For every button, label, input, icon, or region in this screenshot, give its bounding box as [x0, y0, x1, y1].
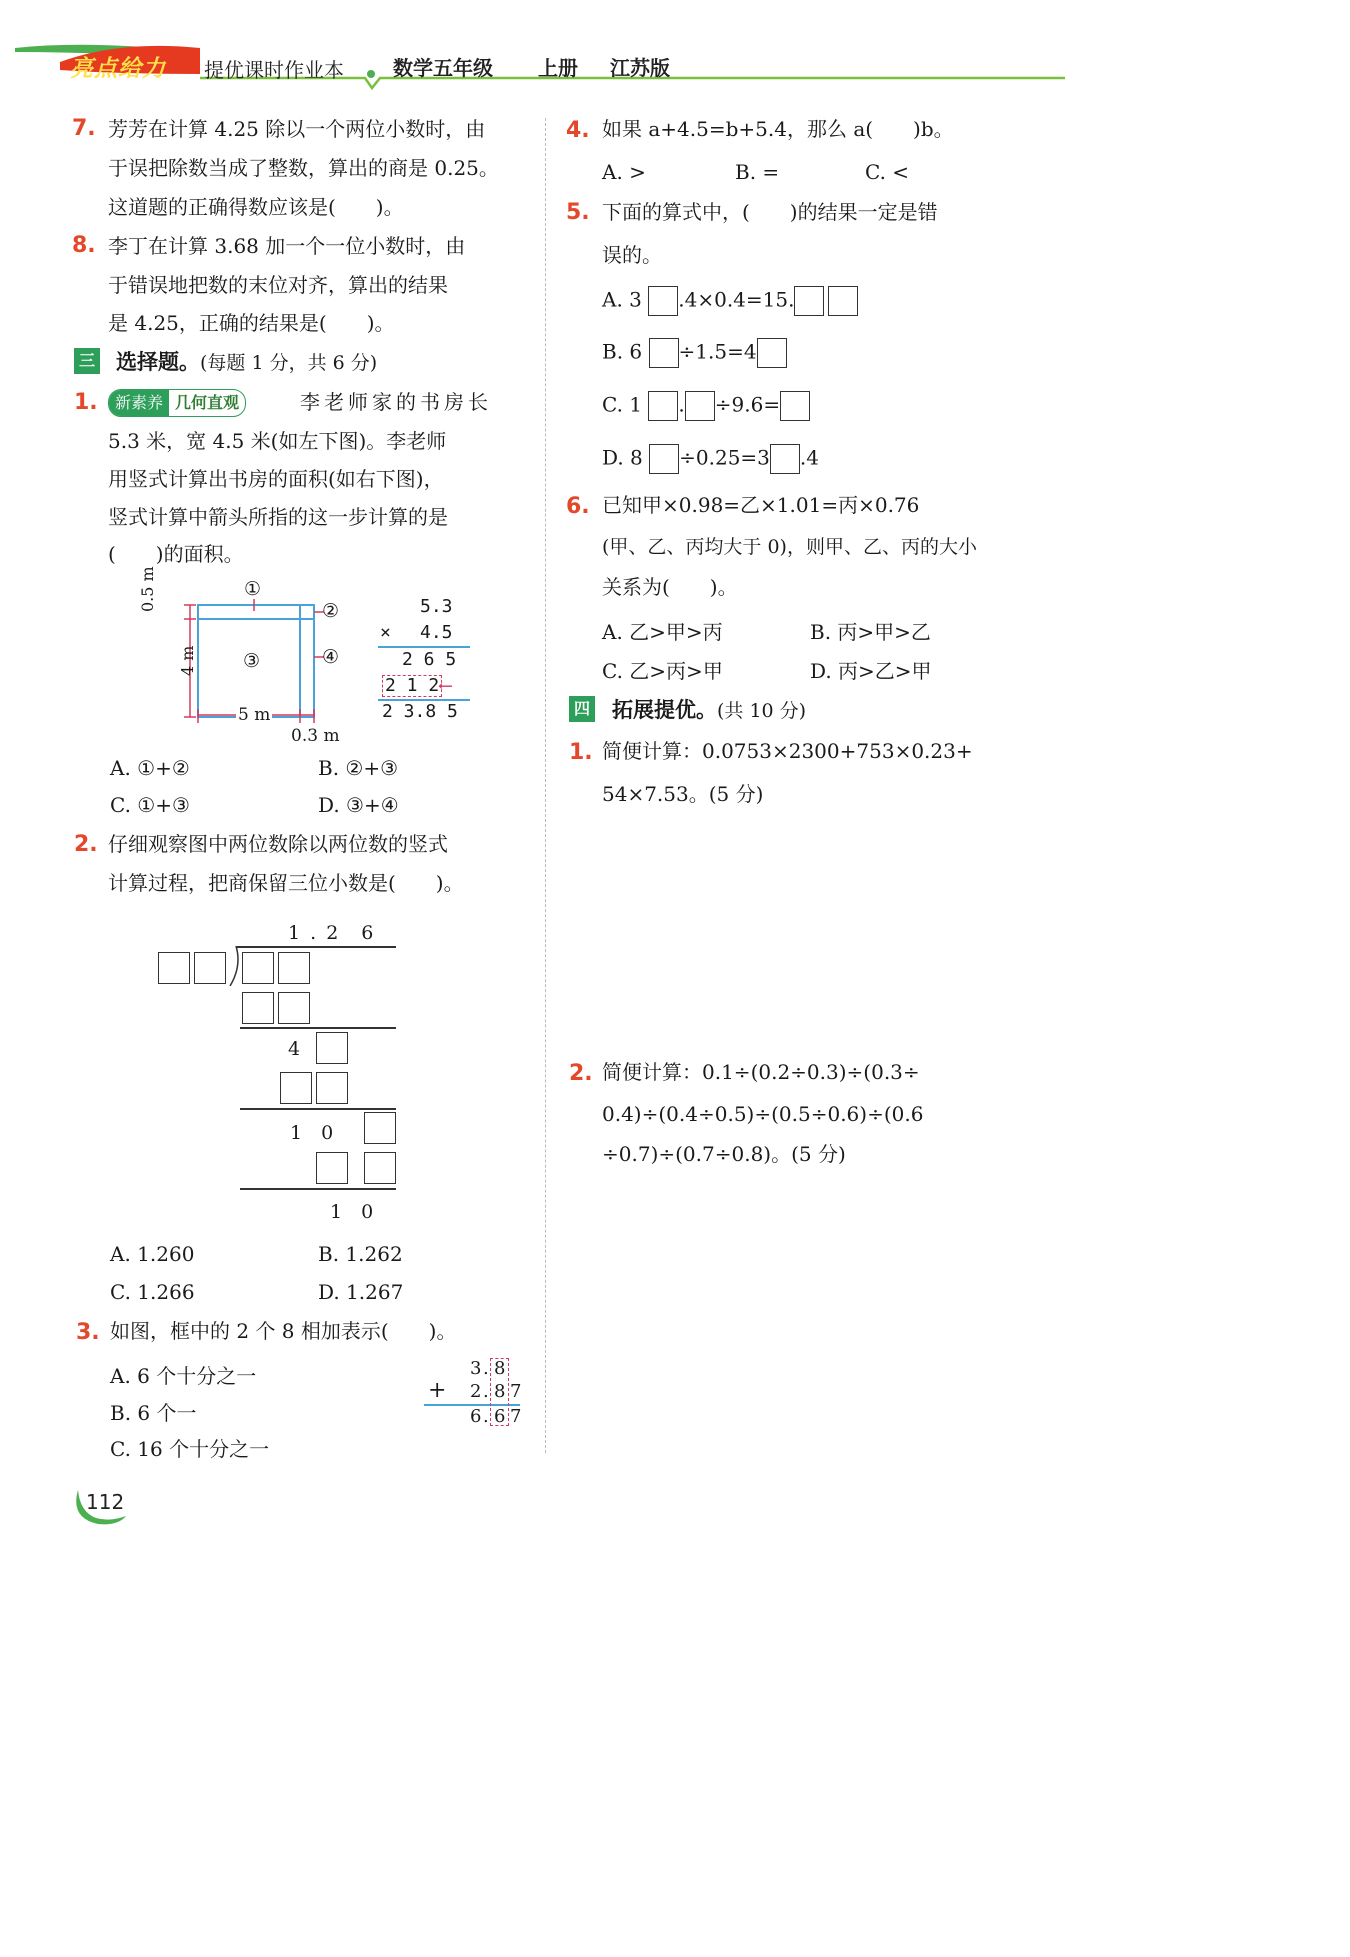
question-text-line: 0.4)÷(0.4÷0.5)÷(0.5÷0.6)÷(0.6 [602, 1102, 924, 1126]
question-text-line: 芳芳在计算 4.25 除以一个两位小数时，由 [108, 117, 486, 141]
option-c[interactable]: C. ①+③ [110, 793, 190, 817]
option-c[interactable]: C. 16 个十分之一 [110, 1437, 270, 1461]
question-text-line: 李老师家的书房长 [300, 390, 492, 414]
divisor-box[interactable] [158, 952, 190, 984]
dividend-box[interactable] [278, 952, 310, 984]
option-a[interactable]: A. ①+② [110, 756, 190, 780]
vertical-mult-line [378, 646, 470, 648]
question-text-line: 54×7.53。(5 分) [602, 782, 764, 806]
arrow-pointer-icon: ← [438, 676, 454, 697]
option-d-suffix: .4 [799, 445, 819, 470]
question-text-line: 简便计算：0.1÷(0.2÷0.3)÷(0.3÷ [602, 1060, 920, 1084]
remainder-box[interactable] [316, 1032, 348, 1064]
option-c-prefix: C. 1 [602, 392, 643, 417]
blank-box[interactable] [770, 444, 800, 474]
figure-label-0.5m: 0.5 m [138, 566, 157, 612]
vertical-mult-operator: × [380, 622, 391, 643]
option-a[interactable]: A. 1.260 [110, 1242, 195, 1266]
add-digit: 6 [470, 1406, 482, 1427]
option-a[interactable]: A. > [602, 160, 646, 184]
option-b[interactable] [602, 338, 787, 368]
blank-box[interactable] [828, 286, 858, 316]
question-number: 1. [569, 740, 593, 765]
add-digit: 7 [510, 1381, 522, 1402]
section-icon: 三 [74, 348, 100, 374]
question-text-line: ÷0.7)÷(0.7÷0.8)。(5 分) [602, 1142, 846, 1166]
option-c[interactable]: C. 1.266 [110, 1280, 195, 1304]
remainder-box[interactable] [364, 1112, 396, 1144]
add-dot: . [483, 1381, 489, 1402]
option-a[interactable]: A. 6 个十分之一 [110, 1364, 257, 1388]
option-d[interactable] [602, 444, 819, 474]
option-d[interactable]: D. ③+④ [318, 793, 399, 817]
division-line [240, 1027, 396, 1029]
division-line [240, 1108, 396, 1110]
blank-box[interactable] [757, 338, 787, 368]
question-number: 5. [566, 200, 590, 225]
vertical-mult-row-4: 2 1 2 [382, 675, 442, 697]
add-plus: + [428, 1378, 447, 1403]
new-literacy-badge [108, 389, 246, 417]
question-number: 6. [566, 494, 590, 519]
product-box[interactable] [278, 992, 310, 1024]
blank-box[interactable] [648, 391, 678, 421]
badge-topic: 几何直观 [175, 393, 240, 412]
option-b-text: ÷1.5=4 [678, 339, 757, 364]
figure-label-4: ④ [322, 646, 340, 668]
question-number: 4. [566, 118, 590, 143]
section-icon: 四 [569, 696, 595, 722]
option-c[interactable] [602, 391, 810, 421]
division-line [240, 1188, 396, 1190]
section-title [612, 694, 806, 724]
figure-label-2: ② [322, 600, 340, 622]
section-title-text: 选择题。 [116, 350, 200, 374]
option-b-prefix: B. 6 [602, 339, 643, 364]
header-bar [0, 0, 1080, 100]
add-dot: . [483, 1358, 489, 1379]
product-box[interactable] [280, 1072, 312, 1104]
option-b[interactable]: B. = [735, 160, 780, 184]
question-number: 1. [74, 390, 98, 415]
option-a-prefix: A. 3 [602, 287, 642, 312]
section-note: (每题 1 分，共 6 分) [200, 352, 378, 374]
blank-box[interactable] [648, 286, 678, 316]
option-d-prefix: D. 8 [602, 445, 643, 470]
option-d[interactable]: D. 丙>乙>甲 [810, 659, 932, 683]
question-text-line: 关系为( )。 [602, 575, 738, 599]
blank-box[interactable] [794, 286, 824, 316]
question-number: 3. [76, 1320, 100, 1345]
option-b[interactable]: B. 1.262 [318, 1242, 403, 1266]
add-digit-highlighted: 8 [494, 1381, 506, 1402]
section-note: (共 10 分) [717, 700, 807, 722]
question-text-line: 计算过程，把商保留三位小数是( )。 [108, 871, 464, 895]
option-b[interactable]: B. 丙>甲>乙 [810, 620, 931, 644]
question-text-line: 仔细观察图中两位数除以两位数的竖式 [108, 832, 448, 856]
division-remainder-10: 1 0 [290, 1122, 334, 1144]
vertical-mult-result: 2 3.8 5 [382, 701, 458, 722]
question-text-line: ( )的面积。 [108, 542, 244, 566]
question-text-line: 这道题的正确得数应该是( )。 [108, 195, 404, 219]
question-text-line: 5.3 米，宽 4.5 米(如左下图)。李老师 [108, 429, 447, 453]
question-number: 8. [72, 233, 96, 258]
question-text-line: 是 4.25，正确的结果是( )。 [108, 311, 395, 335]
add-dot: . [483, 1406, 489, 1427]
divisor-box[interactable] [194, 952, 226, 984]
division-bracket [226, 946, 242, 986]
question-text-line: 竖式计算中箭头所指的这一步计算的是 [108, 505, 448, 529]
section-title [116, 346, 377, 376]
option-b[interactable]: B. 6 个一 [110, 1401, 197, 1425]
add-digit: 3 [470, 1358, 482, 1379]
answer-area[interactable] [600, 1180, 1020, 1450]
badge-label: 新素养 [109, 390, 169, 416]
dividend-box[interactable] [242, 952, 274, 984]
question-text-line: 如图，框中的 2 个 8 相加表示( )。 [110, 1319, 457, 1343]
option-d[interactable]: D. 1.267 [318, 1280, 404, 1304]
volume-label: 上册 [538, 56, 578, 80]
question-text-line: 用竖式计算出书房的面积(如右下图)， [108, 467, 444, 491]
answer-area[interactable] [600, 820, 1020, 1050]
blank-box[interactable] [649, 444, 679, 474]
blank-box[interactable] [649, 338, 679, 368]
question-text-line: (甲、乙、丙均大于 0)，则甲、乙、丙的大小 [602, 536, 977, 558]
column-divider [545, 118, 546, 1453]
product-box[interactable] [242, 992, 274, 1024]
blank-box[interactable] [780, 391, 810, 421]
option-a[interactable] [602, 286, 858, 316]
add-digit-highlighted: 8 [494, 1358, 506, 1379]
brand-logo: 亮点给力 [70, 56, 166, 82]
product-box[interactable] [364, 1152, 396, 1184]
vertical-mult-row-1: 5.3 [420, 596, 453, 617]
edition-label: 江苏版 [610, 56, 670, 80]
question-text-line: 下面的算式中，( )的结果一定是错 [602, 200, 938, 224]
question-text-line: 于误把除数当成了整数，算出的商是 0.25。 [108, 156, 499, 180]
series-title: 提优课时作业本 [204, 58, 344, 82]
figure-label-3: ③ [243, 650, 261, 672]
add-digit: 2 [470, 1381, 482, 1402]
figure-label-0.3m: 0.3 m [291, 726, 340, 746]
division-remainder-4: 4 [288, 1038, 301, 1060]
option-b[interactable]: B. ②+③ [318, 756, 399, 780]
add-digit: 7 [510, 1406, 522, 1427]
figure-label-4m: 4 m [178, 645, 197, 676]
option-a[interactable]: A. 乙>甲>丙 [602, 620, 723, 644]
option-d-text: ÷0.25=3 [679, 445, 770, 470]
question-number: 2. [569, 1061, 593, 1086]
question-number: 2. [74, 832, 98, 857]
option-c[interactable]: C. 乙>丙>甲 [602, 659, 723, 683]
option-c[interactable]: C. < [865, 160, 910, 184]
question-text-line: 误的。 [602, 243, 662, 267]
page-number: 112 [86, 1490, 125, 1514]
question-number: 7. [72, 116, 96, 141]
option-c-dot: . [678, 392, 685, 417]
option-c-text: ÷9.6= [714, 392, 781, 417]
highlight-frame [490, 1358, 509, 1426]
division-bar [236, 946, 396, 948]
product-box[interactable] [316, 1152, 348, 1184]
option-a-text: .4×0.4=15. [678, 287, 795, 312]
figure-label-5m: 5 m [238, 705, 271, 725]
question-text-line: 已知甲×0.98=乙×1.01=丙×0.76 [602, 493, 920, 517]
division-final-remainder: 1 0 [330, 1201, 374, 1223]
section-title-text: 拓展提优。 [612, 698, 717, 722]
division-quotient: 1 . 2 6 [288, 922, 376, 944]
question-text-line: 于错误地把数的末位对齐，算出的结果 [108, 273, 448, 297]
vertical-mult-row-3: 2 6 5 [402, 649, 457, 670]
blank-box[interactable] [685, 391, 715, 421]
question-text-line: 简便计算：0.0753×2300+753×0.23+ [602, 739, 973, 763]
add-digit-highlighted: 6 [494, 1406, 506, 1427]
figure-label-1: ① [244, 578, 262, 600]
question-text-line: 李丁在计算 3.68 加一个一位小数时，由 [108, 234, 466, 258]
question-text-line: 如果 a+4.5=b+5.4，那么 a( )b。 [602, 117, 954, 141]
subject-label: 数学五年级 [393, 56, 493, 80]
vertical-mult-row-2: 4.5 [420, 622, 453, 643]
product-box[interactable] [316, 1072, 348, 1104]
